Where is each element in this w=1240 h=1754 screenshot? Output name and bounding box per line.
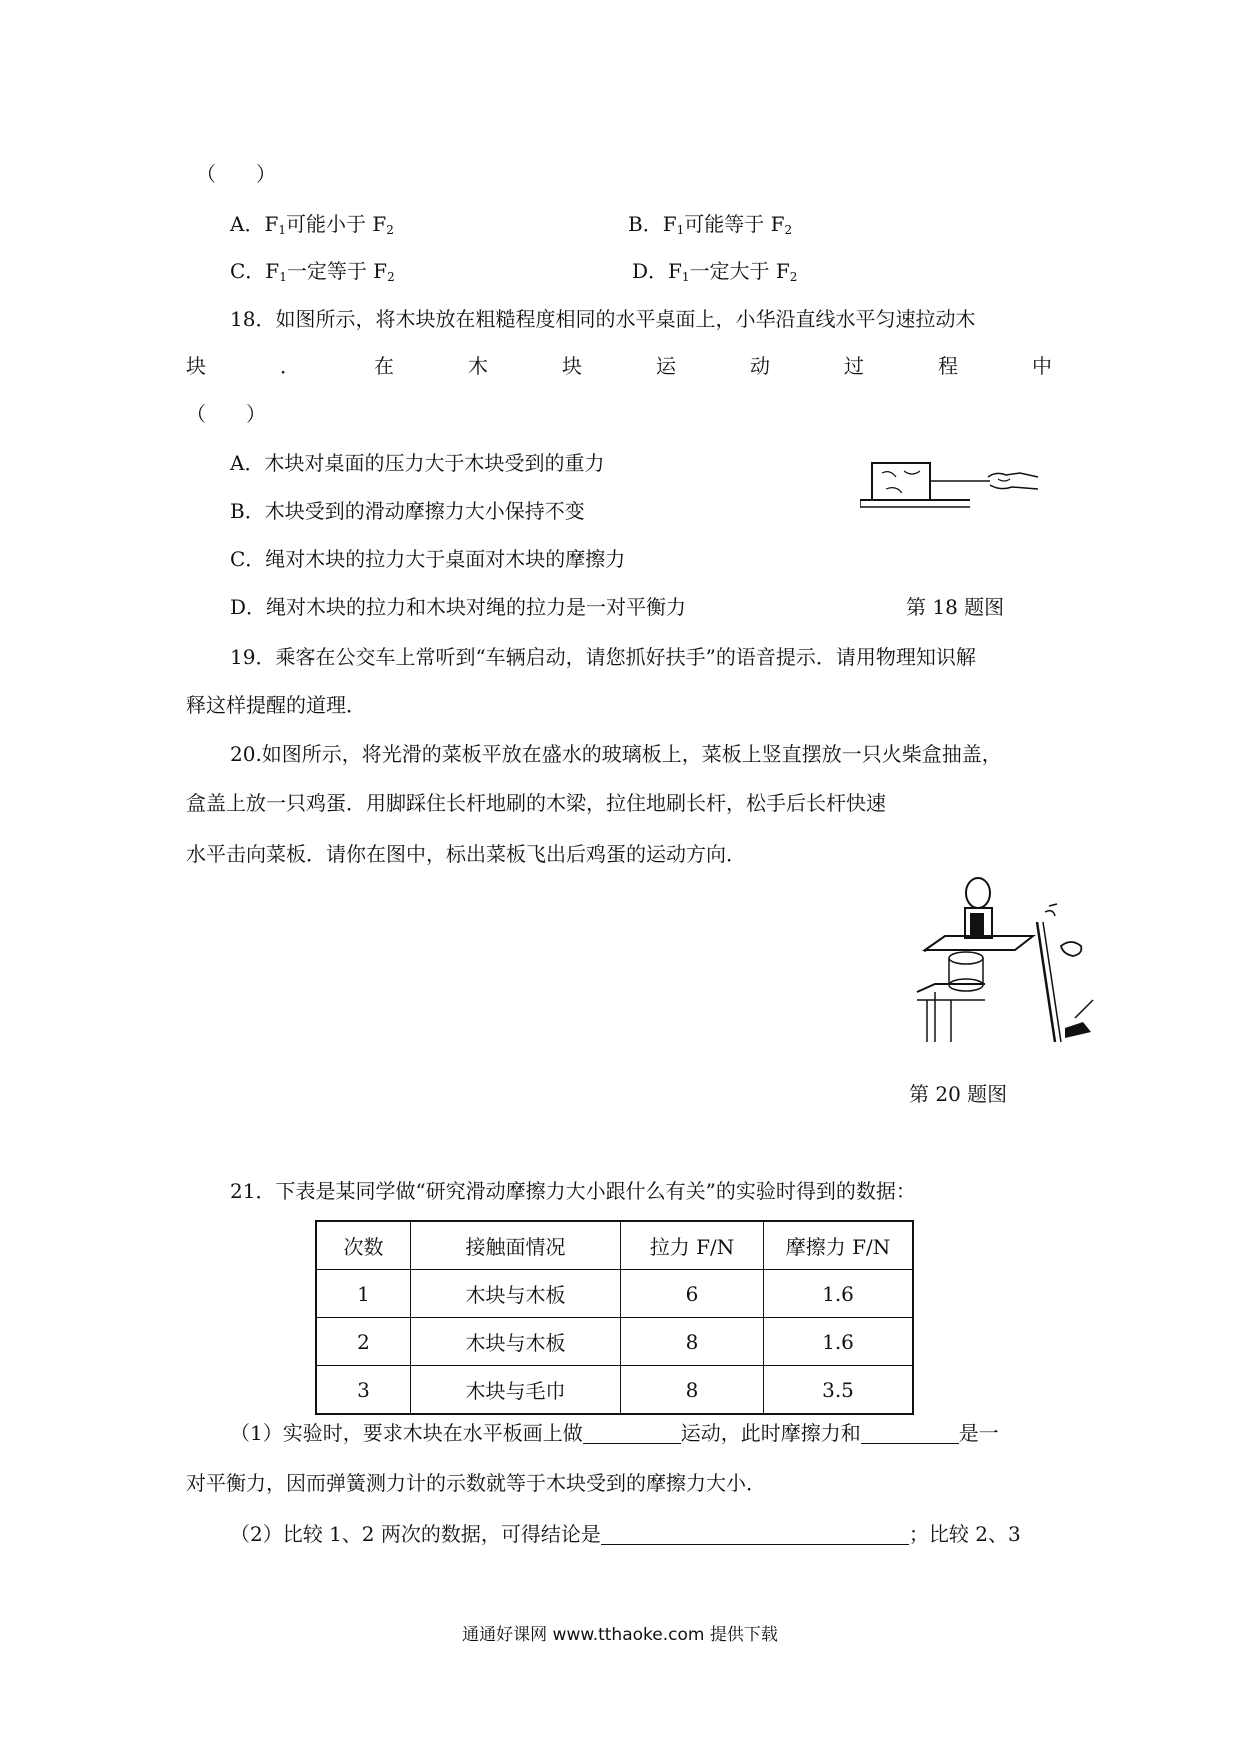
q18-option-d: D．绳对木块的拉力和木块对绳的拉力是一对平衡力 — [230, 595, 687, 619]
egg-icon — [966, 878, 990, 908]
table-row — [316, 1318, 913, 1366]
q20-figure-caption: 第 20 题图 — [909, 1082, 1008, 1106]
hand-icon — [1061, 942, 1081, 956]
table-cell: 8 — [621, 1366, 764, 1415]
wood-block — [872, 463, 930, 500]
q18-bracket: （ ） — [186, 402, 266, 426]
q21-part2-line1: （2）比较 1、2 两次的数据，可得结论是 ；比较 2、3 — [230, 1522, 1021, 1546]
table-header-row — [316, 1221, 913, 1270]
q18-word: 木 — [468, 354, 488, 378]
q18-word: 中 — [1032, 354, 1052, 378]
q18-word: ． — [280, 354, 300, 378]
page-footer: 通通好课网 www.tthaoke.com 提供下载 — [462, 1625, 778, 1645]
table-cell: 1.6 — [764, 1270, 914, 1318]
answer-blank[interactable] — [601, 1522, 909, 1545]
q17-option-c: C．$F_1$一定等于 $F_2$ — [230, 259, 395, 284]
q18-figure-caption: 第 18 题图 — [906, 595, 1005, 619]
table-row — [316, 1366, 913, 1415]
broom-head — [1065, 1022, 1091, 1038]
q17-option-a: A．$F_1$可能小于 $F_2$ — [230, 212, 394, 237]
q18-word: 块 — [562, 354, 582, 378]
table-cell: 1.6 — [764, 1318, 914, 1366]
q18-word: 程 — [938, 354, 958, 378]
table-cell: 3.5 — [764, 1366, 914, 1415]
table-cell: 1 — [316, 1270, 411, 1318]
q19-stem-line1: 19．乘客在公交车上常听到“车辆启动，请您抓好扶手”的语音提示．请用物理知识解 — [230, 645, 976, 669]
q18-option-c: C．绳对木块的拉力大于桌面对木块的摩擦力 — [230, 547, 626, 571]
table-header-cell: 接触面情况 — [411, 1221, 621, 1270]
q18-word: 运 — [656, 354, 676, 378]
table-cell: 6 — [621, 1270, 764, 1318]
q17-bracket: （ ） — [196, 162, 276, 186]
q21-part1-line1: （1）实验时，要求木块在水平板画上做 运动，此时摩擦力和 是一 — [230, 1421, 999, 1445]
table-cell: 木块与木板 — [411, 1270, 621, 1318]
q17-option-d: D．$F_1$一定大于 $F_2$ — [632, 259, 798, 284]
q19-stem-line2: 释这样提醒的道理． — [186, 693, 366, 717]
table-header-cell: 摩擦力 F/N — [764, 1221, 914, 1270]
q18-stem-line2 — [186, 352, 1052, 380]
table-cell: 木块与木板 — [411, 1318, 621, 1366]
q18-word: 过 — [844, 354, 864, 378]
answer-blank[interactable] — [861, 1421, 959, 1444]
table-cell: 2 — [316, 1318, 411, 1366]
hand-icon — [988, 473, 1038, 489]
q18-option-b: B．木块受到的滑动摩擦力大小保持不变 — [230, 499, 585, 523]
q20-figure — [915, 872, 1105, 1042]
table-cell: 8 — [621, 1318, 764, 1366]
q20-stem-line1: 20.如图所示，将光滑的菜板平放在盛水的玻璃板上，菜板上竖直摆放一只火柴盒抽盖， — [230, 742, 1002, 766]
q18-stem-line1: 18．如图所示，将木块放在粗糙程度相同的水平桌面上，小华沿直线水平匀速拉动木 — [230, 307, 976, 331]
table-cell: 3 — [316, 1366, 411, 1415]
q21-intro: 21．下表是某同学做“研究滑动摩擦力大小跟什么有关”的实验时得到的数据： — [230, 1179, 916, 1203]
q20-stem-line2: 盒盖上放一只鸡蛋．用脚踩住长杆地刷的木梁，拉住地刷长杆，松手后长杆快速 — [186, 791, 886, 815]
table-row — [316, 1270, 913, 1318]
q18-option-a: A．木块对桌面的压力大于木块受到的重力 — [230, 451, 605, 475]
q21-part1-line2: 对平衡力，因而弹簧测力计的示数就等于木块受到的摩擦力大小． — [186, 1471, 766, 1495]
q18-word: 在 — [374, 354, 394, 378]
table-header-cell: 次数 — [316, 1221, 411, 1270]
q17-option-b: B．$F_1$可能等于 $F_2$ — [628, 212, 793, 237]
table-header-cell: 拉力 F/N — [621, 1221, 764, 1270]
friction-data-table — [315, 1220, 914, 1415]
answer-blank[interactable] — [583, 1421, 681, 1444]
q20-stem-line3: 水平击向菜板．请你在图中，标出菜板飞出后鸡蛋的运动方向． — [186, 842, 746, 866]
q18-figure — [860, 455, 1045, 515]
table-cell: 木块与毛巾 — [411, 1366, 621, 1415]
q18-word: 动 — [750, 354, 770, 378]
q18-word: 块 — [186, 354, 206, 378]
